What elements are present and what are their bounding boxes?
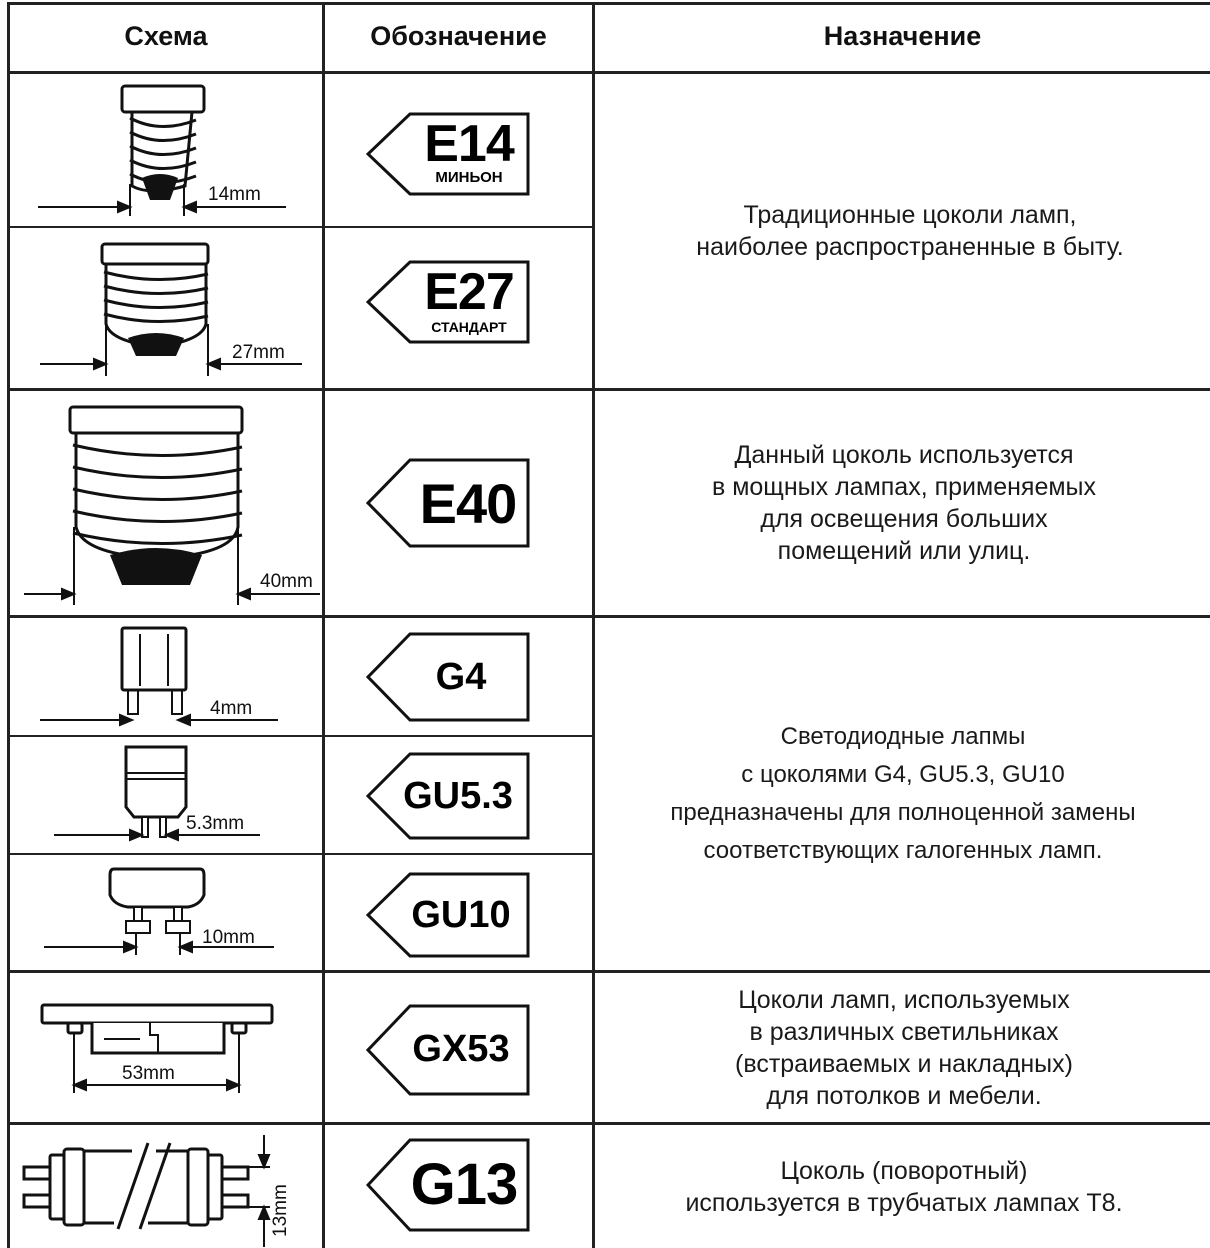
badge-e14 [366, 112, 530, 196]
header-purpose: Назначение [823, 20, 982, 51]
g4-dimension: 4mm [210, 698, 253, 719]
e14-socket-drawing [10, 74, 322, 226]
badge-g13 [366, 1138, 530, 1232]
purpose-text: Цоколь (поворотный) используется в трубчатых лампах Т8. [685, 1156, 1123, 1217]
code-gu10: GU10 [411, 894, 511, 936]
code-e14: E14 [424, 115, 514, 173]
header-scheme: Схема [124, 20, 208, 51]
e14-dimension: 14mm [208, 184, 261, 205]
sub-e27: СТАНДАРТ [431, 319, 507, 335]
badge-gu10 [366, 872, 530, 958]
purpose-text: Светодиодные лапмы с цоколями G4, GU5.3, GU10 предназначены для полноценной замены соответствующих галогенных ламп. [670, 723, 1136, 864]
gu10-dimension: 10mm [202, 927, 255, 948]
e40-dimension: 40mm [260, 571, 313, 592]
column-divider-1 [322, 2, 325, 1248]
code-gx53: GX53 [412, 1028, 510, 1070]
code-e27: E27 [424, 263, 514, 321]
badge-e40 [366, 458, 530, 548]
gx53-socket-drawing [10, 973, 322, 1122]
sub-e14: МИНЬОН [435, 169, 503, 186]
e27-socket-drawing [10, 228, 322, 388]
purpose-text: Данный цоколь используется в мощных лампах, применяемых для освещения больших помещений или улиц. [711, 441, 1097, 565]
purpose-g13 [598, 1125, 1210, 1248]
e40-socket-drawing [10, 391, 322, 615]
badge-g4 [366, 632, 530, 722]
code-g4: G4 [435, 656, 487, 698]
purpose-gx53 [598, 973, 1210, 1122]
purpose-led [596, 618, 1210, 970]
badge-gx53 [366, 1004, 530, 1096]
column-divider-2 [592, 2, 595, 1248]
code-g13: G13 [410, 1152, 518, 1217]
badge-e27 [366, 260, 530, 344]
gu53-socket-drawing [10, 737, 322, 853]
badge-gu53 [366, 752, 530, 840]
header-designation: Обозначение [370, 20, 547, 51]
gx53-dimension: 53mm [122, 1063, 175, 1084]
code-e40: E40 [419, 472, 517, 535]
g4-socket-drawing [10, 618, 322, 735]
gu10-socket-drawing [10, 855, 322, 970]
purpose-text: Цоколи ламп, используемых в различных светильниках (встраиваемых и накладных) для потолков и мебели. [735, 985, 1073, 1110]
code-gu53: GU5.3 [403, 775, 513, 817]
purpose-e40 [598, 391, 1210, 615]
g13-socket-drawing [10, 1125, 322, 1248]
gu53-dimension: 5.3mm [186, 813, 245, 834]
purpose-traditional [640, 74, 1180, 388]
g13-dimension: 13mm [270, 1184, 291, 1237]
purpose-text: Традиционные цоколи ламп, наиболее распространенные в быту. [696, 201, 1124, 261]
e27-dimension: 27mm [232, 342, 285, 363]
